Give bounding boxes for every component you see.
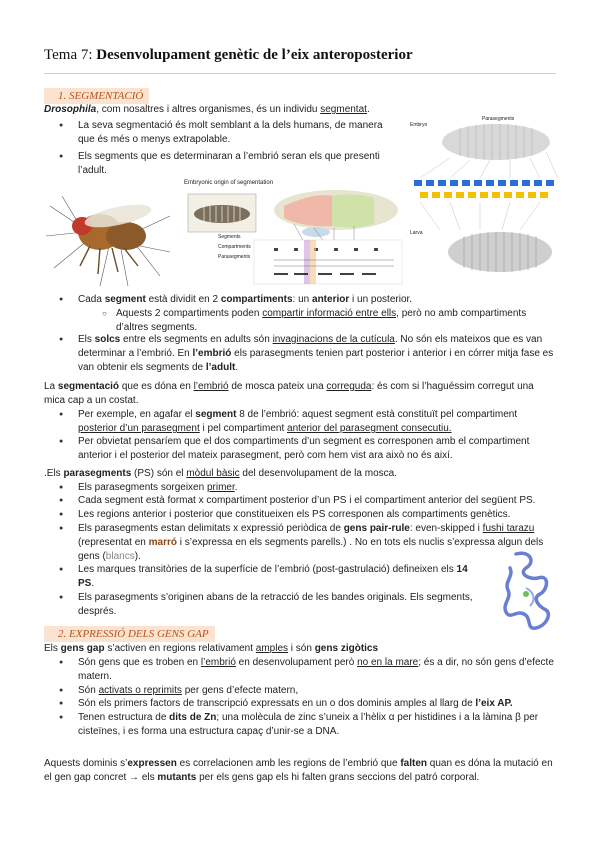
- bullet-originen: ● Els parasegments s’originen abans de la retracció de les bandes originals. Els segments, després.: [78, 591, 482, 619]
- bullet-pair-rule: ● Els parasegments estan delimitats x expressió periòdica de gens pair-rule: even-skipped i fushi tarazu (representat en marró i s’expressa en els segments parells.) . No en tots els nuclis s’expressa algun dels gens (blancs).: [78, 522, 556, 565]
- bullet-cada-segment: ● Cada segment està format x compartiment posterior d’un PS i el compartiment anterior del següent PS.: [78, 494, 556, 508]
- page-title: [44, 48, 413, 62]
- paragraph-mutants: Aquests dominis s’expressen es correlacionen amb les regions de l’embrió que falten quan es dóna la mutació en el gen gap concret → els mutants per els gens gap els hi falten grans seccions del patró corporal.: [44, 758, 553, 784]
- segmentation-figure-art: [184, 188, 404, 286]
- label-parasegments: Parasegments: [218, 254, 251, 260]
- subbullet-share-info: ○ Aquests 2 compartiments poden compartir informació entre ells, però no amb compartiments d’altres segments.: [116, 307, 556, 335]
- section-heading-segmentacio: 1. SEGMENTACIÓ: [44, 88, 149, 104]
- bullet-segment-8: ● Per exemple, en agafar el segment 8 de l’embrió: aquest segment està constituït pel compartiment posterior d’un parasegment i pel compartiment anterior del parasegment consecutiu.: [78, 408, 556, 436]
- paragraph-gens-gap: Els gens gap s’activen en regions relativament amples i són gens zigòtics: [44, 643, 379, 654]
- title-prefix: Tema 7:: [44, 47, 93, 63]
- bullet-segment-compartments: ● Cada segment està dividit en 2 compartiments: un anterior i un posterior.: [78, 293, 556, 307]
- label-parasegments-right: Parasegments: [482, 116, 515, 122]
- label-segments: Segments: [218, 234, 241, 240]
- title-divider: [44, 73, 556, 74]
- bullet-solcs: ● Els solcs entre els segments en adults són invaginacions de la cutícula. No són els mateixos que es van determinar a l’embrió. En l’embrió els parasegments tenien part posterior i anterior i en córrer mitja fase es van obtenir els segments de l’adult.: [78, 333, 556, 376]
- bullet-zigotics: ● Són gens que es troben en l’embrió en desenvolupament però no en la mare; és a dir, no són gens d’efecte matern.: [78, 656, 556, 684]
- bullet-dits-zn: ● Tenen estructura de dits de Zn; una molècula de zinc s’uneix a l’hèlix α per histidines i a la làmina β per cisteïnes, i es forma una estructura capaç d’unir-se a DNA.: [78, 711, 556, 739]
- bullet-similar-humans: ● La seva segmentació és molt semblant a la dels humans, de manera que és més o menys extrapolable.: [78, 119, 398, 147]
- bullet-segments-adult: ● Els segments que es determinaran a l’embrió seran els que presenti l’adult.: [78, 150, 398, 178]
- intro-underline: segmentat: [320, 104, 367, 115]
- paragraph-parasegments: .Els parasegments (PS) són el mòdul bàsic del desenvolupament de la mosca.: [44, 468, 397, 479]
- bullet-marques: ● Les marques transitòries de la superfície de l’embrió (post-gastrulació) defineixen els 14 PS.: [78, 563, 478, 591]
- bullet-obvietat: ● Per obvietat pensaríem que el dos compartiments d’un segment es corresponen amb el compartiment anterior i el posterior del mateix parasegment, però com hem vist ara això no és així.: [78, 435, 556, 463]
- section-heading-gens-gap: 2. EXPRESSIÓ DELS GENS GAP: [44, 626, 215, 642]
- bullet-sorgeixen: ● Els parasegments sorgeixen primer.: [78, 481, 478, 495]
- label-larva: Larva: [410, 230, 423, 236]
- label-embryo: Embryo: [410, 122, 428, 128]
- embryo-larva-figure: [410, 112, 560, 284]
- bullet-regions: ● Les regions anterior i posterior que constitueixen els PS corresponen als compartiments genètics.: [78, 508, 556, 522]
- segmentation-figure-title: Embryonic origin of segmentation: [184, 180, 274, 186]
- paragraph-correguda: La segmentació que es dóna en l’embrió de mosca pateix una correguda: és com si l’haguéssim corregut una mica cap a un costat.: [44, 381, 534, 407]
- intro-end: .: [366, 104, 370, 115]
- intro-term: Drosophila: [44, 104, 97, 115]
- zinc-finger-illustration: [496, 548, 558, 640]
- bullet-factors: ● Són els primers factors de transcripció expressats en un o dos dominis amples al llarg de l’eix AP.: [78, 697, 556, 711]
- title-main: Desenvolupament genètic de l’eix anteroposterior: [96, 47, 413, 63]
- label-compartments: Compartments: [218, 244, 251, 250]
- embryo-larva-art: [410, 112, 560, 284]
- fly-illustration: [40, 186, 180, 292]
- intro-text: , com nosaltres i altres organismes, és un individu: [96, 104, 321, 115]
- bullet-activats: ● Són activats o reprimits per gens d’efecte matern,: [78, 684, 556, 698]
- segmentation-figure: [184, 180, 404, 286]
